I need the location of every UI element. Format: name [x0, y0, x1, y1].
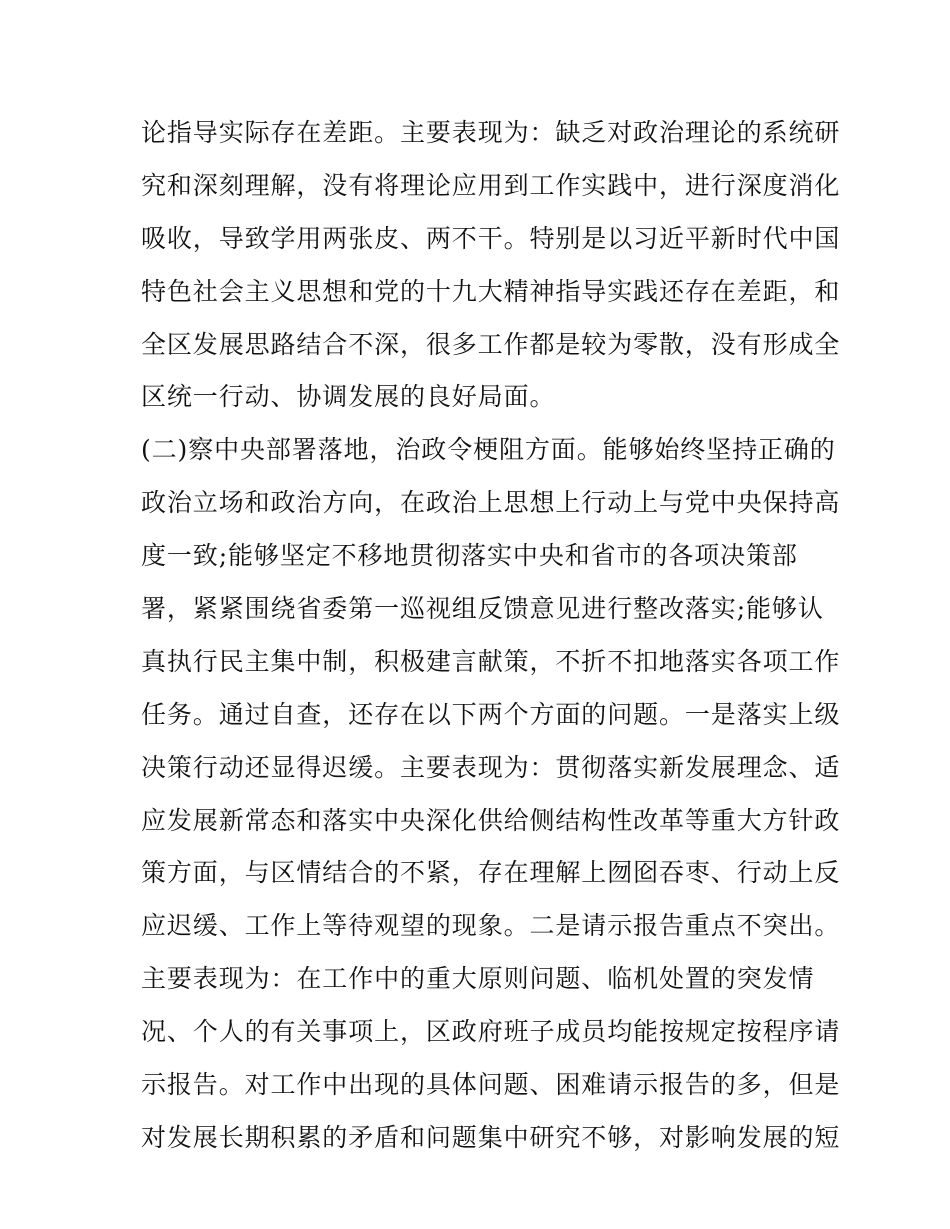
- text-line: 度一致;能够坚定不移地贯彻落实中央和省市的各项决策部: [141, 541, 798, 571]
- text-line: 示报告。对工作中出现的具体问题、困难请示报告的多，但是: [141, 1070, 841, 1100]
- text-line: 对发展长期积累的矛盾和问题集中研究不够，对影响发展的短: [141, 1122, 841, 1152]
- text-line: 署，紧紧围绕省委第一巡视组反馈意见进行整改落实;能够认: [141, 594, 824, 624]
- section-heading-line: (二)察中央部署落地，治政令梗阻方面。能够始终坚持正确的: [141, 435, 836, 465]
- text-line: 况、个人的有关事项上，区政府班子成员均能按规定按程序请: [141, 1017, 841, 1047]
- text-line: 应发展新常态和落实中央深化供给侧结构性改革等重大方针政: [141, 805, 841, 835]
- text-line: 究和深刻理解，没有将理论应用到工作实践中，进行深度消化: [141, 170, 841, 200]
- text-line: 吸收，导致学用两张皮、两不干。特别是以习近平新时代中国: [141, 223, 841, 253]
- text-line: 策方面，与区情结合的不紧，存在理解上囫囵吞枣、行动上反: [141, 858, 841, 888]
- text-line: 特色社会主义思想和党的十九大精神指导实践还存在差距，和: [141, 276, 841, 306]
- body-text: [141, 107, 841, 1165]
- text-line: 政治立场和政治方向，在政治上思想上行动上与党中央保持高: [141, 488, 841, 518]
- text-line: 区统一行动、协调发展的良好局面。: [141, 382, 556, 412]
- text-line: 真执行民主集中制，积极建言献策，不折不扣地落实各项工作: [141, 646, 841, 676]
- text-line: 论指导实际存在差距。主要表现为：缺乏对政治理论的系统研: [141, 118, 841, 147]
- text-line: 全区发展思路结合不深，很多工作都是较为零散，没有形成全: [141, 329, 841, 359]
- text-line: 决策行动还显得迟缓。主要表现为：贯彻落实新发展理念、适: [141, 752, 841, 782]
- text-line: 主要表现为：在工作中的重大原则问题、临机处置的突发情: [141, 964, 815, 994]
- text-line: 任务。通过自查，还存在以下两个方面的问题。一是落实上级: [141, 699, 841, 729]
- text-line: 应迟缓、工作上等待观望的现象。二是请示报告重点不突出。: [141, 911, 841, 941]
